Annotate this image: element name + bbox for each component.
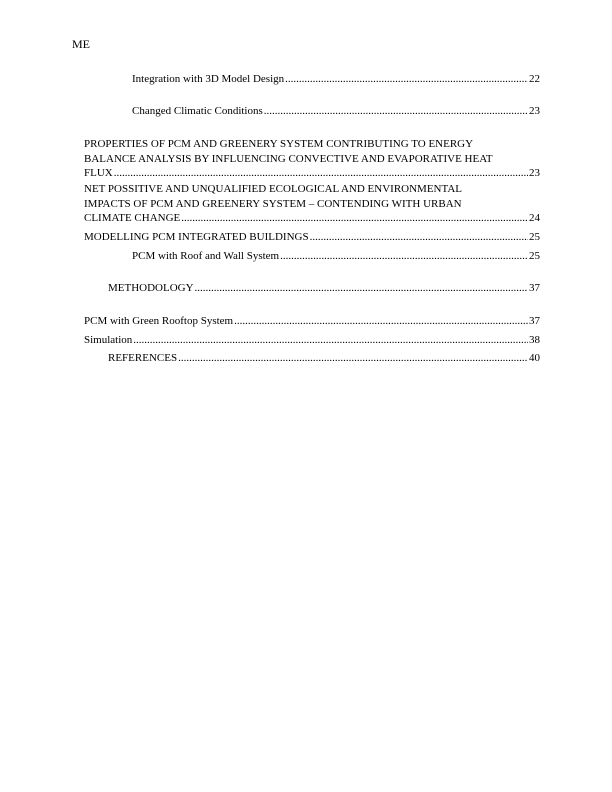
- toc-entry-page: 40: [529, 352, 540, 364]
- toc-entry-page: 22: [529, 73, 540, 85]
- toc-entry-title: PCM with Green Rooftop System: [84, 315, 234, 327]
- dot-leader: [280, 250, 528, 263]
- toc-entry-title: CLIMATE CHANGE: [84, 212, 181, 224]
- toc-entry-climatic-conditions[interactable]: [132, 105, 540, 118]
- dot-leader: [310, 231, 528, 244]
- toc-entry-page: 37: [529, 315, 540, 327]
- toc-entry-page: 23: [529, 105, 540, 117]
- dot-leader: [195, 282, 528, 295]
- toc-entry-page: 38: [529, 334, 540, 346]
- dot-leader: [264, 105, 528, 118]
- running-header: ME: [72, 37, 90, 51]
- toc-entry-title-line: IMPACTS OF PCM AND GREENERY SYSTEM – CONTENDING WITH URBAN: [84, 198, 462, 210]
- toc-entry-page: 24: [529, 212, 540, 224]
- toc-entry-roof-wall[interactable]: [132, 250, 540, 263]
- toc-entry-title: REFERENCES: [108, 352, 178, 364]
- toc-entry-integration-3d[interactable]: [132, 73, 540, 86]
- toc-entry-page: 25: [529, 250, 540, 262]
- toc-entry-page: 25: [529, 231, 540, 243]
- toc-entry-title: Integration with 3D Model Design: [132, 73, 285, 85]
- toc-entry-title: FLUX: [84, 167, 113, 179]
- dot-leader: [178, 352, 528, 365]
- toc-entry-title: Changed Climatic Conditions: [132, 105, 263, 117]
- dot-leader: [133, 334, 528, 347]
- toc-entry-title-line: PROPERTIES OF PCM AND GREENERY SYSTEM CONTRIBUTING TO ENERGY: [84, 138, 474, 150]
- toc-entry-references[interactable]: [108, 352, 540, 365]
- toc-entry-title: METHODOLOGY: [108, 282, 194, 294]
- dot-leader: [234, 315, 528, 328]
- toc-entry-green-rooftop[interactable]: [84, 315, 540, 328]
- dot-leader: [114, 167, 528, 180]
- toc-entry-net-possitive[interactable]: [84, 183, 540, 225]
- toc-entry-title-line: NET POSSITIVE AND UNQUALIFIED ECOLOGICAL AND ENVIRONMENTAL: [84, 183, 462, 195]
- toc-entry-methodology[interactable]: [108, 282, 540, 295]
- toc-entry-title: Simulation: [84, 334, 133, 346]
- toc-entry-title: MODELLING PCM INTEGRATED BUILDINGS: [84, 231, 309, 243]
- toc-entry-modelling-pcm[interactable]: [84, 231, 540, 244]
- toc-entry-page: 37: [529, 282, 540, 294]
- toc-entry-page: 23: [529, 167, 540, 179]
- dot-leader: [285, 73, 528, 86]
- toc-entry-title: PCM with Roof and Wall System: [132, 250, 280, 262]
- toc-entry-title-line: BALANCE ANALYSIS BY INFLUENCING CONVECTIVE AND EVAPORATIVE HEAT: [84, 153, 493, 165]
- toc-entry-properties-pcm[interactable]: [84, 138, 540, 180]
- dot-leader: [181, 212, 528, 225]
- toc-entry-simulation[interactable]: [84, 334, 540, 347]
